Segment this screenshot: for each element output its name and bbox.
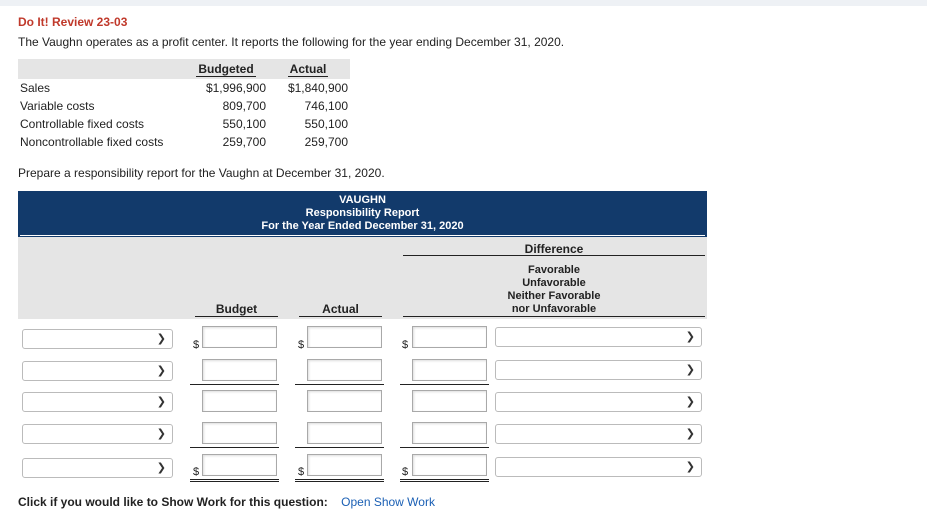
- given-data-table: [18, 59, 350, 151]
- row-label-select[interactable]: [22, 392, 173, 412]
- budget-input[interactable]: [202, 390, 277, 412]
- difference-input[interactable]: [412, 390, 487, 412]
- total-double-line: [190, 479, 279, 482]
- budget-input[interactable]: [202, 454, 277, 476]
- report-header-banner: [18, 191, 707, 237]
- fav-unfav-select[interactable]: [495, 360, 702, 380]
- difference-input[interactable]: [412, 454, 487, 476]
- prepare-instruction: Prepare a responsibility report for the Vaughn at December 31, 2020.: [18, 166, 385, 180]
- col-actual: Actual: [322, 302, 359, 316]
- col-difference: Difference: [524, 242, 584, 256]
- subtotal-line: [400, 384, 489, 385]
- fav-unfav-select[interactable]: [495, 392, 702, 412]
- row-label-select[interactable]: [22, 361, 173, 381]
- chevron-down-icon: ❯: [685, 396, 695, 408]
- table-row: Sales $1,996,900 $1,840,900: [20, 81, 348, 95]
- report-company: VAUGHN: [339, 194, 386, 206]
- chevron-down-icon: ❯: [156, 428, 166, 440]
- chevron-down-icon: ❯: [156, 396, 166, 408]
- total-double-line: [400, 479, 489, 482]
- chevron-down-icon: ❯: [685, 461, 695, 473]
- difference-input[interactable]: [412, 359, 487, 381]
- actual-input[interactable]: [307, 454, 382, 476]
- subtotal-line: [295, 384, 384, 385]
- subtotal-line: [400, 447, 489, 448]
- dollar-sign: $: [402, 339, 409, 351]
- report-name: Responsibility Report: [305, 207, 420, 219]
- row-label-select[interactable]: [22, 329, 173, 349]
- table-row: Controllable fixed costs 550,100 550,100: [20, 117, 348, 131]
- fav-unfav-select[interactable]: [495, 327, 702, 347]
- budget-input[interactable]: [202, 422, 277, 444]
- header-actual: Actual: [289, 62, 327, 76]
- table-row: Noncontrollable fixed costs 259,700 259,700: [20, 135, 348, 149]
- table-row: Variable costs 809,700 746,100: [20, 99, 348, 113]
- difference-options: Favorable Unfavorable Neither Favorable nor Unfavorable: [507, 264, 601, 315]
- page-title: Do It! Review 23-03: [18, 15, 128, 29]
- chevron-down-icon: ❯: [156, 365, 166, 377]
- dollar-sign: $: [298, 466, 305, 478]
- divider: [299, 316, 382, 317]
- subtotal-line: [190, 384, 279, 385]
- dollar-sign: $: [298, 339, 305, 351]
- top-bar: [0, 0, 927, 6]
- fav-unfav-select[interactable]: [495, 424, 702, 444]
- budget-input[interactable]: [202, 326, 277, 348]
- dollar-sign: $: [193, 466, 200, 478]
- report-period: For the Year Ended December 31, 2020: [261, 220, 464, 232]
- row-label-select[interactable]: [22, 458, 173, 478]
- dollar-sign: $: [402, 466, 409, 478]
- total-double-line: [295, 479, 384, 482]
- row-label-select[interactable]: [22, 424, 173, 444]
- difference-input[interactable]: [412, 326, 487, 348]
- fav-unfav-select[interactable]: [495, 457, 702, 477]
- budget-input[interactable]: [202, 359, 277, 381]
- chevron-down-icon: ❯: [685, 364, 695, 376]
- difference-input[interactable]: [412, 422, 487, 444]
- dollar-sign: $: [193, 339, 200, 351]
- subtotal-line: [190, 447, 279, 448]
- chevron-down-icon: ❯: [685, 331, 695, 343]
- actual-input[interactable]: [307, 359, 382, 381]
- divider: [403, 316, 705, 317]
- subtotal-line: [295, 447, 384, 448]
- actual-input[interactable]: [307, 422, 382, 444]
- chevron-down-icon: ❯: [156, 333, 166, 345]
- chevron-down-icon: ❯: [156, 462, 166, 474]
- actual-input[interactable]: [307, 390, 382, 412]
- col-budget: Budget: [215, 302, 258, 316]
- chevron-down-icon: ❯: [685, 428, 695, 440]
- show-work-prompt: Click if you would like to Show Work for this question:: [18, 495, 328, 509]
- divider: [403, 255, 705, 256]
- intro-text: The Vaughn operates as a profit center. It reports the following for the year ending December 31, 2020.: [18, 35, 565, 49]
- open-show-work-link[interactable]: Open Show Work: [341, 495, 435, 509]
- divider: [195, 316, 278, 317]
- header-budgeted: Budgeted: [198, 62, 254, 76]
- actual-input[interactable]: [307, 326, 382, 348]
